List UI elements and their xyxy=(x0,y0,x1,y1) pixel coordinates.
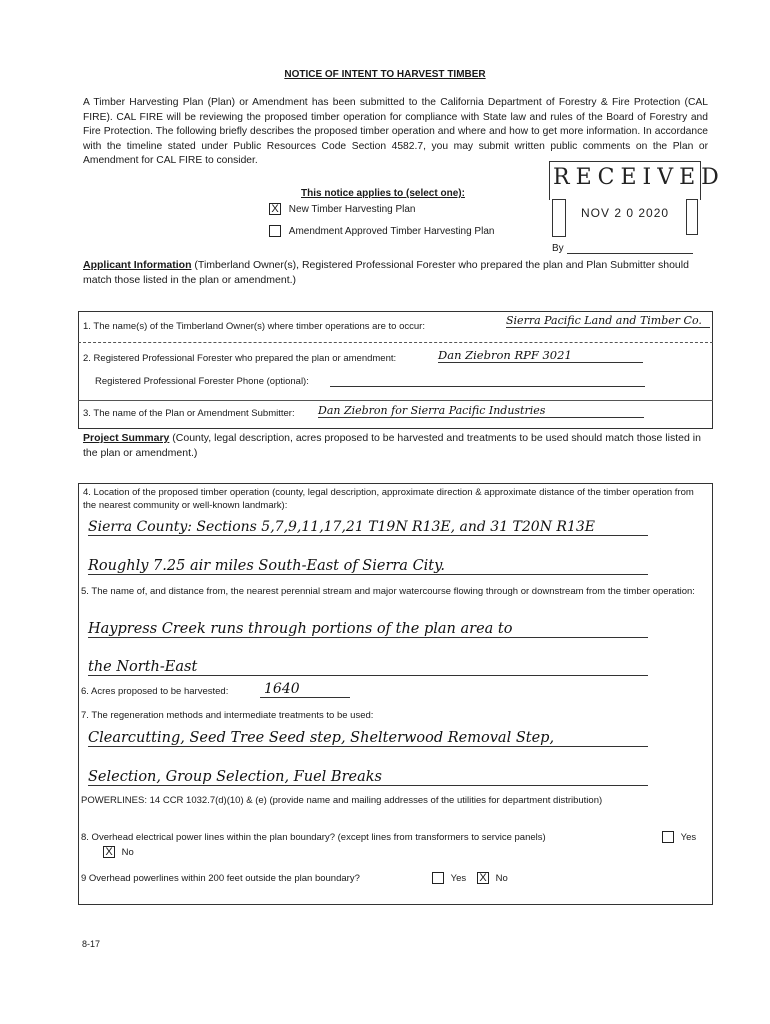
stamp-by-line xyxy=(567,253,693,254)
stamp-received-text: RECEIVED xyxy=(553,165,725,190)
q1-label: 1. The name(s) of the Timberland Owner(s) where timber operations are to occur: xyxy=(83,321,425,332)
stamp-right-bar xyxy=(686,199,698,235)
stamp-by: By xyxy=(552,243,564,254)
q2-phone-label: Registered Professional Forester Phone (optional): xyxy=(95,376,309,387)
q2-answer[interactable]: Dan Ziebron RPF 3021 xyxy=(438,348,643,363)
q4-answer-line1[interactable]: Sierra County: Sections 5,7,9,11,17,21 T19N R13E, and 31 T20N R13E xyxy=(88,519,648,536)
project-label: Project Summary xyxy=(83,432,170,444)
project-text: (County, legal description, acres proposed to be harvested and treatments to be used should match those listed in the plan or amendment.) xyxy=(83,432,701,459)
q8-label: 8. Overhead electrical power lines within the plan boundary? (except lines from transformers to service panels) xyxy=(81,832,546,843)
q1-answer[interactable]: Sierra Pacific Land and Timber Co. xyxy=(506,314,710,328)
q9-no-check-mark: X xyxy=(479,872,487,884)
q4-answer-line2[interactable]: Roughly 7.25 air miles South-East of Sierra City. xyxy=(88,558,648,575)
q2-phone-field[interactable] xyxy=(330,374,645,387)
q8-no-label: No xyxy=(121,846,134,858)
q3-label: 3. The name of the Plan or Amendment Submitter: xyxy=(83,408,295,419)
new-plan-check-mark: X xyxy=(271,203,279,215)
q9-no-label: No xyxy=(495,872,508,884)
q7-answer-line2[interactable]: Selection, Group Selection, Fuel Breaks xyxy=(88,769,648,786)
q9-yes-label: Yes xyxy=(450,872,467,884)
q9-no-option[interactable] xyxy=(477,872,508,885)
applicant-label: Applicant Information xyxy=(83,259,192,271)
q8-yes-label: Yes xyxy=(680,831,697,843)
intro-paragraph: A Timber Harvesting Plan (Plan) or Amendment has been submitted to the California Department of Forestry & Fire Protection (CAL FIRE). CAL FIRE will be reviewing the proposed timber operation for compliance with State law and rules of the Board of Forestry and Fire Protection. The following briefly describes the proposed timber operation and where and how to get more information. In accordance with the timeline stated under Public Resources Code Section 4582.7, you may submit written public comments on the Plan or Amendment for CAL FIRE to consider. xyxy=(83,97,708,167)
powerlines-note: POWERLINES: 14 CCR 1032.7(d)(10) & (e) (provide name and mailing addresses of the utilities for department distribution) xyxy=(81,795,603,806)
applicant-section-heading xyxy=(83,258,713,288)
applicant-text: (Timberland Owner(s), Registered Professional Forester who prepared the plan and Plan Submitter should match those listed in the plan or amendment.) xyxy=(83,259,689,286)
q9-no-checkbox[interactable] xyxy=(477,872,489,884)
document-title: NOTICE OF INTENT TO HARVEST TIMBER xyxy=(284,69,486,80)
q6-answer[interactable]: 1640 xyxy=(260,681,350,698)
q5-label: 5. The name of, and distance from, the nearest perennial stream and major watercourse flowing through or downstream from the timber operation: xyxy=(81,586,695,597)
applies-title: This notice applies to (select one): xyxy=(301,188,465,199)
q7-answer-line1[interactable]: Clearcutting, Seed Tree Seed step, Shelterwood Removal Step, xyxy=(88,730,648,747)
q8-yes-checkbox[interactable] xyxy=(662,831,674,843)
q3-answer[interactable]: Dan Ziebron for Sierra Pacific Industries xyxy=(318,404,644,418)
new-plan-label: New Timber Harvesting Plan xyxy=(288,203,416,215)
option-new-plan[interactable] xyxy=(269,203,416,215)
q8-no-checkbox[interactable] xyxy=(103,846,115,858)
q6-label: 6. Acres proposed to be harvested: xyxy=(81,686,229,697)
q4-label: 4. Location of the proposed timber operation (county, legal description, approximate direction & approximate distance of the timber operation from the nearest community or well-known landmark): xyxy=(83,487,694,511)
q9-yes-checkbox[interactable] xyxy=(432,872,444,884)
stamp-date: NOV 2 0 2020 xyxy=(581,206,670,220)
received-stamp xyxy=(549,161,725,255)
q8-no-check-mark: X xyxy=(105,846,113,858)
applicant-divider-2 xyxy=(78,400,713,401)
q9-label: 9 Overhead powerlines within 200 feet outside the plan boundary? xyxy=(81,873,360,884)
q9-yes-option[interactable] xyxy=(432,872,466,885)
applicant-divider-1 xyxy=(78,342,713,343)
q8-yes-option[interactable] xyxy=(662,831,696,844)
q5-answer-line2[interactable]: the North-East xyxy=(88,659,648,676)
option-amendment[interactable] xyxy=(269,225,494,237)
project-section-heading xyxy=(83,431,713,461)
q7-label: 7. The regeneration methods and intermediate treatments to be used: xyxy=(81,710,374,721)
q8-no-option[interactable] xyxy=(103,846,134,859)
amendment-label: Amendment Approved Timber Harvesting Plan xyxy=(288,225,495,237)
q5-answer-line1[interactable]: Haypress Creek runs through portions of the plan area to xyxy=(88,621,648,638)
form-revision-code: 8-17 xyxy=(82,939,101,949)
q2-label: 2. Registered Professional Forester who prepared the plan or amendment: xyxy=(83,353,397,364)
new-plan-checkbox[interactable] xyxy=(269,203,281,215)
stamp-left-bar xyxy=(552,199,566,237)
amendment-checkbox[interactable] xyxy=(269,225,281,237)
